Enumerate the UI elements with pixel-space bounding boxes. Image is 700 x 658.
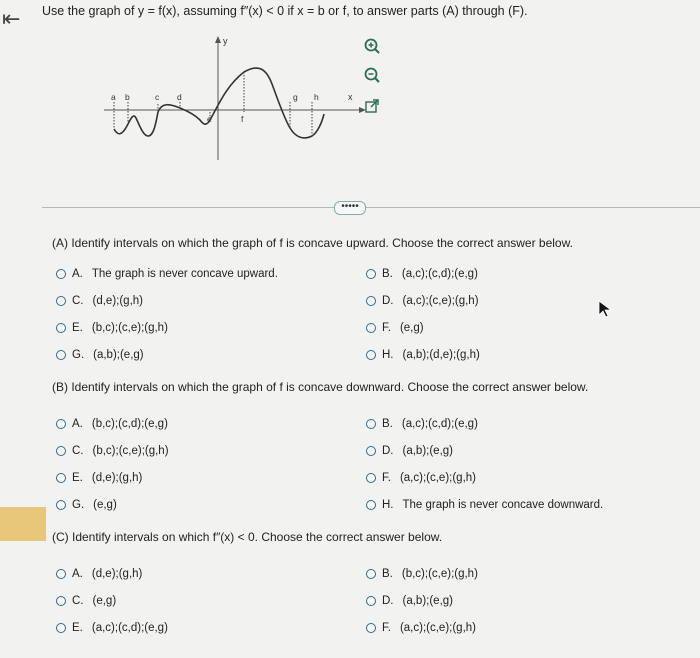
part-a-option-f[interactable]: F. (e,g) (366, 322, 424, 334)
part-c-option-c[interactable]: C. (e,g) (56, 595, 116, 607)
part-a-option-a[interactable]: A. The graph is never concave upward. (56, 268, 278, 280)
label-a: a (111, 92, 116, 102)
function-graph (100, 32, 370, 162)
part-c-question: (C) Identify intervals on which f″(x) < 0. Choose the correct answer below. (52, 530, 443, 544)
radio-button[interactable] (56, 269, 66, 279)
zoom-out-icon[interactable] (363, 66, 381, 84)
y-axis-label: y (223, 36, 228, 46)
part-b-option-g[interactable]: G. (e,g) (56, 499, 117, 511)
radio-button[interactable] (56, 500, 66, 510)
part-a-option-e[interactable]: E. (b,c);(c,e);(g,h) (56, 322, 168, 334)
radio-button[interactable] (366, 350, 376, 360)
radio-button[interactable] (56, 350, 66, 360)
side-highlight (0, 507, 46, 541)
guide-lines (114, 72, 312, 136)
y-axis-arrow-icon (215, 36, 221, 43)
part-b-option-b[interactable]: B. (a,c);(c,d);(e,g) (366, 418, 478, 430)
part-b-option-a[interactable]: A. (b,c);(c,d);(e,g) (56, 418, 168, 430)
radio-button[interactable] (56, 296, 66, 306)
part-c-option-b[interactable]: B. (b,c);(c,e);(g,h) (366, 568, 478, 580)
expand-button[interactable]: ••••• (334, 201, 366, 215)
part-b-option-e[interactable]: E. (d,e);(g,h) (56, 472, 142, 484)
radio-button[interactable] (56, 323, 66, 333)
radio-button[interactable] (366, 473, 376, 483)
radio-button[interactable] (366, 269, 376, 279)
part-c-option-e[interactable]: E. (a,c);(c,d);(e,g) (56, 622, 168, 634)
label-h: h (314, 92, 319, 102)
external-link-icon[interactable] (364, 98, 380, 114)
radio-button[interactable] (56, 569, 66, 579)
part-b-option-f[interactable]: F. (a,c);(c,e);(g,h) (366, 472, 476, 484)
problem-statement: Use the graph of y = f(x), assuming f″(x) < 0 if x = b or f, to answer parts (A) through (F). (42, 4, 528, 18)
radio-button[interactable] (366, 323, 376, 333)
label-e: e (207, 114, 212, 124)
radio-button[interactable] (56, 419, 66, 429)
radio-button[interactable] (56, 596, 66, 606)
part-a-option-c[interactable]: C. (d,e);(g,h) (56, 295, 143, 307)
zoom-in-icon[interactable] (363, 37, 381, 55)
radio-button[interactable] (366, 596, 376, 606)
part-c-option-d[interactable]: D. (a,b);(e,g) (366, 595, 453, 607)
radio-button[interactable] (56, 446, 66, 456)
label-g: g (293, 92, 298, 102)
mouse-cursor-icon (598, 300, 612, 318)
part-a-question: (A) Identify intervals on which the graph of f is concave upward. Choose the correct answer below. (52, 236, 573, 250)
label-b: b (125, 92, 130, 102)
radio-button[interactable] (366, 419, 376, 429)
part-b-option-d[interactable]: D. (a,b);(e,g) (366, 445, 453, 457)
curve-f (114, 68, 324, 138)
back-arrow-icon[interactable]: ⇤ (2, 6, 21, 31)
radio-button[interactable] (366, 446, 376, 456)
radio-button[interactable] (56, 623, 66, 633)
section-divider (42, 207, 700, 208)
label-c: c (155, 92, 160, 102)
part-b-question: (B) Identify intervals on which the graph of f is concave downward. Choose the correct answer below. (52, 380, 589, 394)
radio-button[interactable] (366, 500, 376, 510)
part-b-option-c[interactable]: C. (b,c);(c,e);(g,h) (56, 445, 169, 457)
radio-button[interactable] (366, 569, 376, 579)
part-a-option-b[interactable]: B. (a,c);(c,d);(e,g) (366, 268, 478, 280)
part-a-option-g[interactable]: G. (a,b);(e,g) (56, 349, 144, 361)
label-d: d (177, 92, 182, 102)
radio-button[interactable] (366, 296, 376, 306)
part-a-option-d[interactable]: D. (a,c);(c,e);(g,h) (366, 295, 479, 307)
radio-button[interactable] (56, 473, 66, 483)
part-a-option-h[interactable]: H. (a,b);(d,e);(g,h) (366, 349, 480, 361)
part-c-option-f[interactable]: F. (a,c);(c,e);(g,h) (366, 622, 476, 634)
label-f: f (241, 114, 244, 124)
x-axis-label: x (348, 92, 353, 102)
part-c-option-a[interactable]: A. (d,e);(g,h) (56, 568, 142, 580)
radio-button[interactable] (366, 623, 376, 633)
part-b-option-h[interactable]: H. The graph is never concave downward. (366, 499, 603, 511)
